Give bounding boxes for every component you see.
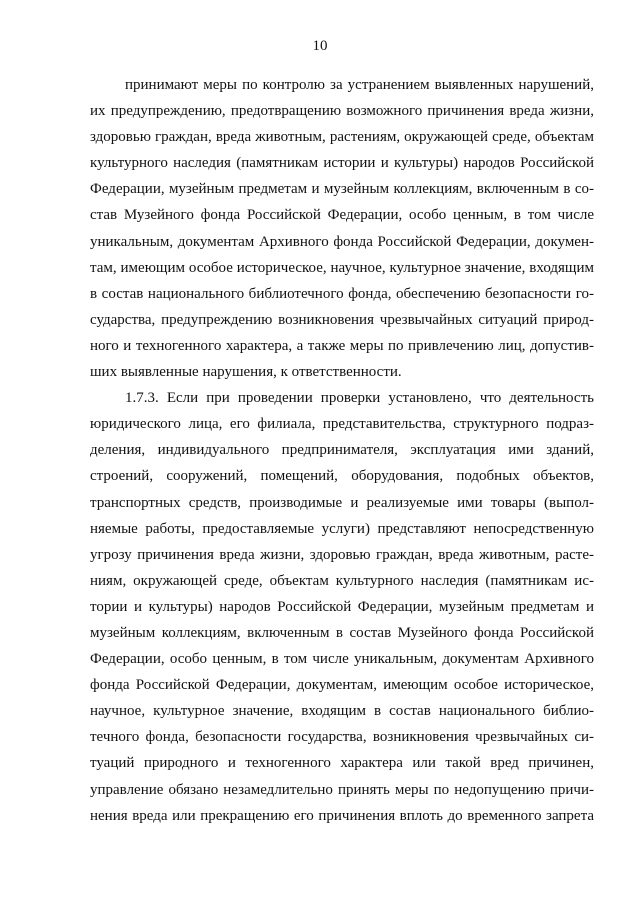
text-line: строений, сооружений, помещений, оборудования, подобных объектов,: [90, 468, 594, 485]
text-line: принимают меры по контролю за устранением выявленных нарушений,: [125, 77, 594, 93]
text-line: ного и техногенного характера, а также меры по привлечению лиц, допустив-: [90, 337, 594, 354]
text-line: 1.7.3. Если при проведении проверки установлено, что деятельность: [125, 390, 594, 407]
text-line: здоровью граждан, вреда животным, растениям, окружающей среде, объектам: [90, 129, 594, 146]
document-body: [90, 72, 594, 829]
text-line: ниям, окружающей среде, объектам культурного наследия (памятникам ис-: [90, 572, 594, 589]
text-line: уникальным, документам Архивного фонда Российской Федерации, докумен-: [90, 233, 594, 250]
text-line: течного фонда, безопасности государства, возникновения чрезвычайных си-: [90, 729, 594, 746]
text-line: культурного наследия (памятникам истории и культуры) народов Российской: [90, 155, 594, 172]
text-line: став Музейного фонда Российской Федерации, особо ценным, в том числе: [90, 207, 594, 224]
text-line: фонда Российской Федерации, документам, имеющим особое историческое,: [90, 677, 594, 694]
text-line: нения вреда или прекращению его причинения вплоть до временного запрета: [90, 807, 594, 824]
text-line: юридического лица, его филиала, представительства, структурного подраз-: [90, 416, 594, 433]
text-line: музейным коллекциям, включенным в состав Музейного фонда Российской: [90, 624, 594, 641]
text-line: ших выявленные нарушения, к ответственности.: [90, 364, 402, 381]
text-line: в состав национального библиотечного фонда, обеспечению безопасности го-: [90, 285, 594, 302]
paragraph-2: [90, 385, 594, 829]
text-line: Федерации, особо ценным, в том числе уникальным, документам Архивного: [90, 651, 594, 668]
text-line: Федерации, музейным предметам и музейным коллекциям, включенным в со-: [90, 181, 594, 198]
text-line: угрозу причинения вреда жизни, здоровью граждан, вреда животным, расте-: [90, 546, 594, 563]
text-line: там, имеющим особое историческое, научное, культурное значение, входящим: [90, 259, 594, 276]
text-line: тории и культуры) народов Российской Федерации, музейным предметам и: [90, 598, 594, 615]
text-line: туаций природного и техногенного характера или такой вред причинен,: [90, 755, 594, 772]
text-line: их предупреждению, предотвращению возможного причинения вреда жизни,: [90, 103, 594, 120]
page-number: 10: [312, 38, 328, 54]
text-line: научное, культурное значение, входящим в состав национального библио-: [90, 703, 594, 720]
text-line: транспортных средств, производимые и реализуемые ими товары (выпол-: [90, 494, 594, 511]
paragraph-1: [90, 72, 594, 385]
text-line: управление обязано незамедлительно принять меры по недопущению причи-: [90, 781, 594, 798]
text-line: няемые работы, предоставляемые услуги) представляют непосредственную: [90, 520, 594, 537]
text-line: деления, индивидуального предпринимателя, эксплуатация ими зданий,: [90, 442, 594, 459]
text-line: сударства, предупреждению возникновения чрезвычайных ситуаций природ-: [90, 311, 594, 328]
